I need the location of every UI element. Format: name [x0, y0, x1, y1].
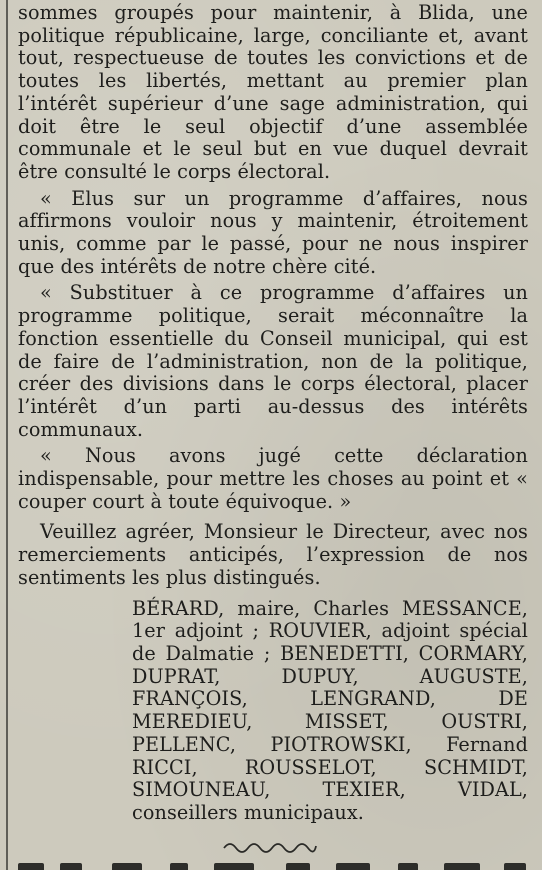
article-column — [18, 2, 528, 825]
paragraph-substitution: « Substituer à ce programme d’affaires un programme politique, serait méconnaître la fonction essentielle du Conseil municipal, qui est de faire de l’administration, non de la politique, créer des divisions dans le corps électoral, placer l’intérêt d’un parti au-dessus des intérêts communaux. — [18, 281, 528, 441]
column-rule — [6, 0, 8, 870]
paragraph-declaration: « Nous avons jugé cette déclaration indispensable, pour mettre les choses au point et « couper court à toute équivoque. » — [18, 444, 528, 513]
paragraph-program: « Elus sur un programme d’affaires, nous affirmons vouloir nous y maintenir, étroitement unis, comme par le passé, pour ne nous inspirer que des intérêts de notre chère cité. — [18, 186, 528, 278]
wavy-line-ornament-icon — [222, 838, 318, 856]
signature-block: BÉRARD, maire, Charles MESSANCE, 1er adjoint ; ROUVIER, adjoint spécial de Dalmatie ; BENEDETTI, CORMARY, DUPRAT, DUPUY, AUGUSTE, FRANÇOIS, LENGRAND, DE MEREDIEU, MISSET, OUSTRI, PELLENC, PIOTROWSKI, Fernand RICCI, ROUSSELOT, SCHMIDT, SIMOUNEAU, TEXIER, VIDAL, conseillers municipaux. — [132, 596, 528, 824]
next-article-top-edge — [0, 859, 542, 870]
paragraph-intro: sommes groupés pour maintenir, à Blida, une politique républicaine, large, conciliante et, avant tout, respectueuse de toutes les convictions et de toutes les libertés, mettant au premier plan l’intérêt supérieur d’une sage administration, qui doit être le seul objectif d’une assemblée communale et le seul but en vue duquel devrait être consulté le corps électoral. — [18, 1, 528, 183]
paragraph-closing: Veuillez agréer, Monsieur le Directeur, avec nos remerciements anticipés, l’expression de nos sentiments les plus distingués. — [18, 520, 528, 589]
